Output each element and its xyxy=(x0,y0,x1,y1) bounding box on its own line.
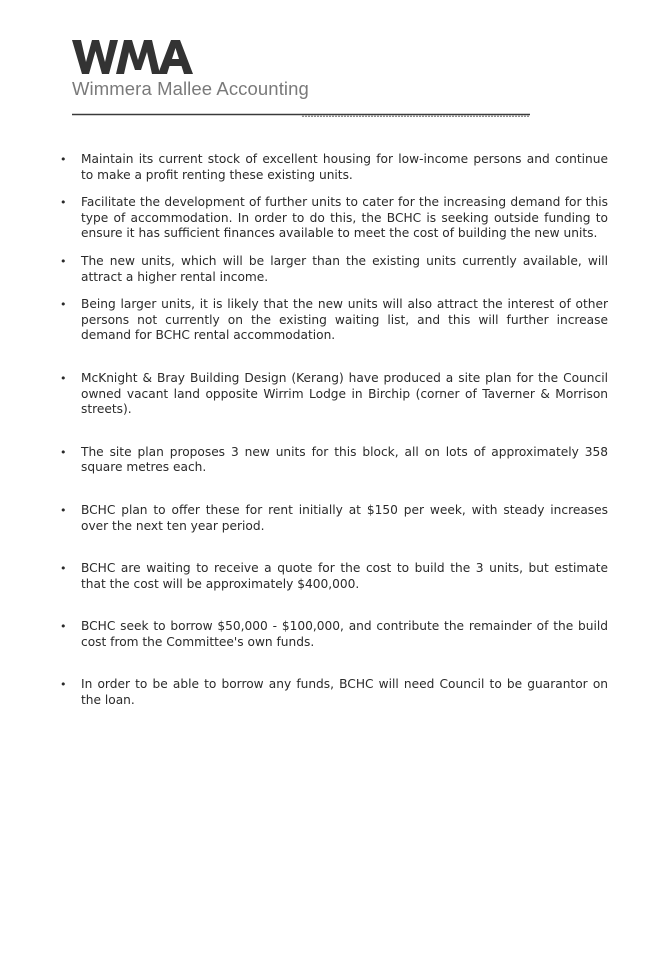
bullet-text: BCHC seek to borrow $50,000 - $100,000, and contribute the remainder of the build cost from the Committee's own funds. xyxy=(81,619,608,649)
bullet-marker: • xyxy=(60,678,67,692)
wma-logo-icon xyxy=(72,40,196,74)
bullet-text: The new units, which will be larger than the existing units currently available, will attract a higher rental income. xyxy=(81,253,608,284)
bullet-item xyxy=(60,445,608,476)
bullet-item xyxy=(60,677,608,708)
bullet-item xyxy=(60,619,608,650)
bullet-text: In order to be able to borrow any funds, BCHC will need Council to be guarantor on the loan. xyxy=(81,677,608,708)
bullet-list xyxy=(60,152,608,709)
bullet-item xyxy=(60,371,608,418)
bullet-marker: • xyxy=(60,503,67,517)
bullet-item xyxy=(60,152,608,183)
bullet-text: McKnight & Bray Building Design (Kerang) have produced a site plan for the Council owned vacant land opposite Wirrim Lodge in Birchip (corner of Taverner & Morrison streets). xyxy=(81,370,608,417)
letterhead-rule xyxy=(72,112,530,118)
bullet-item xyxy=(60,561,608,592)
bullet-item xyxy=(60,254,608,285)
bullet-marker: • xyxy=(60,445,67,459)
bullet-text: Being larger units, it is likely that the new units will also attract the interest of other persons not currently on the existing waiting list, and this will further increase demand for BCHC rental accommodation. xyxy=(81,297,608,343)
bullet-marker: • xyxy=(60,371,67,385)
bullet-item xyxy=(60,503,608,534)
bullet-item xyxy=(60,195,608,242)
bullet-text: Facilitate the development of further units to cater for the increasing demand for this type of accommodation. In order to do this, the BCHC is seeking outside funding to ensure it has sufficient finances available to meet the cost of building the new units. xyxy=(81,195,608,241)
document-body xyxy=(60,152,608,709)
bullet-text: The site plan proposes 3 new units for this block, all on lots of approximately 358 square metres each. xyxy=(81,444,608,475)
company-name: Wimmera Mallee Accounting xyxy=(72,78,309,99)
bullet-item xyxy=(60,297,608,344)
letterhead xyxy=(0,0,660,130)
bullet-marker: • xyxy=(60,298,67,312)
bullet-marker: • xyxy=(60,153,67,166)
bullet-text: BCHC plan to offer these for rent initially at $150 per week, with steady increases over the next ten year period. xyxy=(81,502,608,533)
bullet-marker: • xyxy=(60,254,67,268)
bullet-text: BCHC are waiting to receive a quote for the cost to build the 3 units, but estimate that the cost will be approximately $400,000. xyxy=(81,561,608,591)
bullet-marker: • xyxy=(60,620,67,634)
bullet-text: Maintain its current stock of excellent housing for low-income persons and continue to make a profit renting these existing units. xyxy=(81,152,608,182)
bullet-marker: • xyxy=(60,196,67,210)
bullet-marker: • xyxy=(60,562,67,576)
